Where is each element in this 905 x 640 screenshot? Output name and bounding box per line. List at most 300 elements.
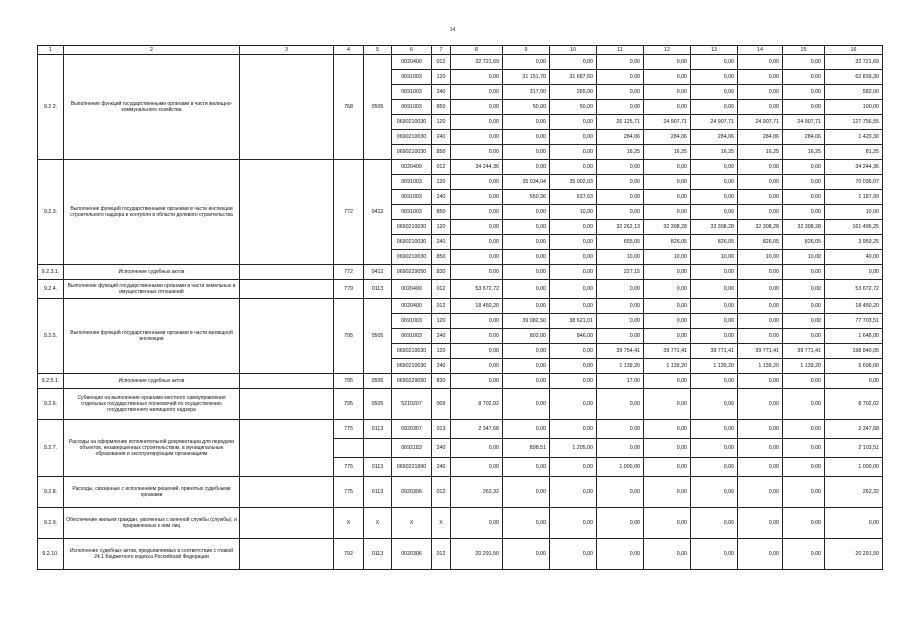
amount-cell: 32 308,28	[644, 220, 691, 235]
amount-cell: 1 205,00	[550, 439, 597, 458]
expense-type-code: 240	[432, 329, 451, 344]
department-code: 775	[334, 477, 364, 508]
amount-cell: 0,00	[644, 280, 691, 299]
department-code: 772	[334, 160, 364, 265]
amount-cell: 0,00	[644, 420, 691, 439]
amount-cell: 3 959,25	[825, 235, 883, 250]
department-code: 792	[334, 539, 364, 570]
amount-cell: 0,00	[644, 374, 691, 389]
col3-cell	[240, 374, 334, 389]
amount-cell: 0,00	[738, 314, 783, 329]
amount-cell: 0,00	[738, 85, 783, 100]
amount-cell: 20 291,50	[451, 539, 503, 570]
col3-cell	[240, 477, 334, 508]
col3-cell	[240, 55, 334, 160]
col3-cell	[240, 160, 334, 265]
amount-cell: 0,00	[783, 299, 825, 314]
amount-cell: 0,00	[783, 205, 825, 220]
target-article-code: 0691003	[392, 70, 432, 85]
amount-cell: 0,00	[644, 175, 691, 190]
item-number: 9.2.6.	[38, 389, 64, 420]
amount-cell: 0,00	[597, 160, 644, 175]
amount-cell: 0,00	[597, 190, 644, 205]
amount-cell: 0,00	[503, 220, 550, 235]
amount-cell: 0,00	[644, 85, 691, 100]
section-code	[364, 439, 392, 458]
amount-cell: 227,15	[597, 265, 644, 280]
amount-cell: 0,00	[691, 477, 738, 508]
amount-cell: 0,00	[644, 508, 691, 539]
target-article-code: 0690221890	[392, 458, 432, 477]
amount-cell: 17,00	[597, 374, 644, 389]
expense-type-code: 240	[432, 190, 451, 205]
amount-cell: 0,00	[644, 100, 691, 115]
amount-cell: 0,00	[691, 85, 738, 100]
amount-cell: 0,00	[503, 280, 550, 299]
amount-cell: 32 308,28	[691, 220, 738, 235]
amount-cell: 0,00	[738, 458, 783, 477]
amount-cell: 161 495,25	[825, 220, 883, 235]
amount-cell: 317,00	[503, 85, 550, 100]
header-cell: 8	[451, 46, 503, 55]
amount-cell: 0,00	[738, 389, 783, 420]
amount-cell: 0,00	[451, 458, 503, 477]
department-code: 775	[334, 420, 364, 439]
item-number: 9.2.5.1.	[38, 374, 64, 389]
item-number: 9.2.5.	[38, 299, 64, 374]
amount-cell: 50,00	[550, 100, 597, 115]
amount-cell: 18 450,20	[451, 299, 503, 314]
col3-cell	[240, 508, 334, 539]
amount-cell: 0,00	[783, 329, 825, 344]
amount-cell: 70 036,07	[825, 175, 883, 190]
amount-cell: 0,00	[550, 344, 597, 359]
amount-cell: 0,00	[503, 389, 550, 420]
amount-cell: 550,36	[503, 190, 550, 205]
amount-cell: 0,00	[691, 190, 738, 205]
target-article-code: 0690210030	[392, 220, 432, 235]
target-article-code: 0690210030	[392, 130, 432, 145]
amount-cell: 2 347,68	[825, 420, 883, 439]
amount-cell: 0,00	[783, 100, 825, 115]
amount-cell: 0,00	[783, 175, 825, 190]
header-cell: 4	[334, 46, 364, 55]
amount-cell: 0,00	[783, 508, 825, 539]
table-row	[38, 539, 883, 570]
section-code: 0113	[364, 539, 392, 570]
amount-cell: 284,06	[783, 130, 825, 145]
expense-type-code: 830	[432, 265, 451, 280]
amount-cell: 0,00	[783, 477, 825, 508]
amount-cell: 32 262,13	[597, 220, 644, 235]
expense-type-code: 012	[432, 299, 451, 314]
amount-cell: 62 839,30	[825, 70, 883, 85]
amount-cell: 0,00	[691, 299, 738, 314]
amount-cell: 284,06	[691, 130, 738, 145]
header-cell: 13	[691, 46, 738, 55]
amount-cell: 0,00	[691, 265, 738, 280]
amount-cell: 0,00	[783, 70, 825, 85]
amount-cell: 0,00	[597, 539, 644, 570]
amount-cell: 2 347,68	[451, 420, 503, 439]
item-number: 9.2.2.	[38, 55, 64, 160]
expense-type-code: 830	[432, 374, 451, 389]
amount-cell: 0,00	[503, 420, 550, 439]
target-article-code: 0690210030	[392, 344, 432, 359]
header-cell: 14	[738, 46, 783, 55]
amount-cell: 0,00	[550, 359, 597, 374]
col3-cell	[240, 280, 334, 299]
amount-cell: 5 696,00	[825, 359, 883, 374]
section-code: 0505	[364, 389, 392, 420]
amount-cell: 0,00	[783, 314, 825, 329]
amount-cell: 0,00	[644, 539, 691, 570]
amount-cell: 0,00	[550, 299, 597, 314]
header-row	[38, 46, 883, 55]
amount-cell: 1 187,99	[825, 190, 883, 205]
amount-cell: 0,00	[451, 205, 503, 220]
amount-cell: 0,00	[644, 314, 691, 329]
amount-cell: 0,00	[451, 374, 503, 389]
amount-cell: 39 771,41	[644, 344, 691, 359]
expense-type-code: 120	[432, 175, 451, 190]
amount-cell: 0,00	[503, 344, 550, 359]
expense-type-code: 850	[432, 250, 451, 265]
amount-cell: 0,00	[825, 508, 883, 539]
target-article-code: 0692183	[392, 439, 432, 458]
amount-cell: 0,00	[825, 374, 883, 389]
header-cell: 5	[364, 46, 392, 55]
amount-cell: 0,00	[783, 280, 825, 299]
amount-cell: 0,00	[783, 190, 825, 205]
department-code: 795	[334, 299, 364, 374]
amount-cell: 0,00	[783, 458, 825, 477]
amount-cell: 0,00	[738, 477, 783, 508]
amount-cell: 0,00	[550, 458, 597, 477]
amount-cell: 0,00	[691, 175, 738, 190]
target-article-code: 0690210030	[392, 145, 432, 160]
amount-cell: 100,00	[825, 100, 883, 115]
target-article-code: 0691003	[392, 314, 432, 329]
expense-type-code: 240	[432, 130, 451, 145]
item-name: Выполнение функций государственными органами в части инспекции строительного надзора и контроля в области долевого строительства	[64, 160, 240, 265]
amount-cell: 802,00	[503, 329, 550, 344]
table-row	[38, 508, 883, 539]
amount-cell: 1 139,20	[644, 359, 691, 374]
amount-cell: 0,00	[451, 220, 503, 235]
amount-cell: 16,25	[783, 145, 825, 160]
amount-cell: 18 450,20	[825, 299, 883, 314]
item-number: 9.2.3.	[38, 160, 64, 265]
amount-cell: 0,00	[503, 458, 550, 477]
amount-cell: 262,32	[825, 477, 883, 508]
amount-cell: 10,00	[644, 250, 691, 265]
amount-cell: 262,32	[451, 477, 503, 508]
amount-cell: 0,00	[691, 508, 738, 539]
expense-type-code: 120	[432, 344, 451, 359]
amount-cell: 0,00	[597, 175, 644, 190]
amount-cell: 0,00	[597, 477, 644, 508]
amount-cell: 0,00	[597, 329, 644, 344]
amount-cell: 0,00	[691, 539, 738, 570]
target-article-code: 0690210030	[392, 359, 432, 374]
amount-cell: 0,00	[550, 250, 597, 265]
amount-cell: 0,00	[550, 130, 597, 145]
target-article-code: 0691003	[392, 190, 432, 205]
expense-type-code: 240	[432, 85, 451, 100]
amount-cell: 0,00	[451, 175, 503, 190]
amount-cell: 0,00	[738, 539, 783, 570]
amount-cell: 826,05	[738, 235, 783, 250]
amount-cell: 0,00	[451, 115, 503, 130]
amount-cell: 0,00	[783, 85, 825, 100]
section-code: X	[364, 508, 392, 539]
amount-cell: 0,00	[503, 374, 550, 389]
amount-cell: 0,00	[644, 439, 691, 458]
amount-cell: 0,00	[503, 235, 550, 250]
target-article-code: X	[392, 508, 432, 539]
section-code: 0113	[364, 280, 392, 299]
expense-type-code: 012	[432, 280, 451, 299]
amount-cell: 0,00	[691, 420, 738, 439]
header-cell: 6	[392, 46, 432, 55]
amount-cell: 35 034,04	[503, 175, 550, 190]
amount-cell: 24 907,71	[783, 115, 825, 130]
amount-cell: 32 721,69	[451, 55, 503, 70]
header-cell: 12	[644, 46, 691, 55]
amount-cell: 1 139,20	[597, 359, 644, 374]
amount-cell: 0,00	[691, 160, 738, 175]
amount-cell: 35 002,03	[550, 175, 597, 190]
amount-cell: 53 672,72	[825, 280, 883, 299]
amount-cell: 0,00	[691, 55, 738, 70]
target-article-code: 0690210030	[392, 235, 432, 250]
amount-cell: 826,05	[691, 235, 738, 250]
amount-cell: 0,00	[597, 299, 644, 314]
amount-cell: 0,00	[550, 220, 597, 235]
item-name: Исполнение судебных актов, предъявляемых в соответствии с главой 24.1 Бюджетного кодекса Российской Федерации	[64, 539, 240, 570]
amount-cell: 284,06	[597, 130, 644, 145]
col3-cell	[240, 420, 334, 477]
item-name: Исполнение судебных актов	[64, 265, 240, 280]
amount-cell: 0,00	[597, 205, 644, 220]
section-code: 0505	[364, 299, 392, 374]
amount-cell: 24 907,71	[644, 115, 691, 130]
table-row	[38, 389, 883, 420]
amount-cell: 0,00	[597, 70, 644, 85]
table-row	[38, 477, 883, 508]
amount-cell: 24 907,71	[691, 115, 738, 130]
amount-cell: 8 702,02	[825, 389, 883, 420]
amount-cell: 0,00	[503, 205, 550, 220]
amount-cell: 0,00	[644, 329, 691, 344]
amount-cell: 32 721,69	[825, 55, 883, 70]
budget-table	[37, 45, 883, 570]
amount-cell: 0,00	[738, 160, 783, 175]
expense-type-code: 120	[432, 70, 451, 85]
amount-cell: 0,00	[550, 235, 597, 250]
amount-cell: 127 756,55	[825, 115, 883, 130]
amount-cell: 0,00	[691, 439, 738, 458]
amount-cell: 0,00	[691, 100, 738, 115]
expense-type-code: 240	[432, 235, 451, 250]
amount-cell: 0,00	[451, 508, 503, 539]
item-name: Исполнение судебных актов	[64, 374, 240, 389]
amount-cell: 826,05	[783, 235, 825, 250]
header-cell: 10	[550, 46, 597, 55]
amount-cell: 0,00	[503, 508, 550, 539]
department-code: 768	[334, 55, 364, 160]
col3-cell	[240, 389, 334, 420]
amount-cell: 0,00	[451, 100, 503, 115]
amount-cell: 0,00	[738, 190, 783, 205]
amount-cell: 0,00	[738, 55, 783, 70]
amount-cell: 0,00	[691, 374, 738, 389]
amount-cell: 31 151,70	[503, 70, 550, 85]
amount-cell: 284,06	[644, 130, 691, 145]
amount-cell: 0,00	[451, 265, 503, 280]
amount-cell: 846,00	[550, 329, 597, 344]
department-code: X	[334, 508, 364, 539]
amount-cell: 0,00	[503, 130, 550, 145]
table-row	[38, 280, 883, 299]
amount-cell: 10,00	[825, 205, 883, 220]
page-number: 14	[449, 27, 456, 33]
section-code: 0412	[364, 265, 392, 280]
amount-cell: 10,00	[691, 250, 738, 265]
header-cell: 16	[825, 46, 883, 55]
amount-cell: 0,00	[783, 374, 825, 389]
amount-cell: 8 702,02	[451, 389, 503, 420]
item-name: Выполнение функций государственными органами в части жилищной инспекции	[64, 299, 240, 374]
amount-cell: 0,00	[691, 458, 738, 477]
expense-type-code: 240	[432, 359, 451, 374]
section-code: 0113	[364, 420, 392, 439]
amount-cell: 0,00	[597, 389, 644, 420]
amount-cell: 0,00	[738, 70, 783, 85]
target-article-code: 0020400	[392, 160, 432, 175]
amount-cell: 0,00	[597, 280, 644, 299]
header-cell: 11	[597, 46, 644, 55]
target-article-code: 0690210030	[392, 250, 432, 265]
amount-cell: 40,00	[825, 250, 883, 265]
section-code: 0113	[364, 477, 392, 508]
amount-cell: 81,25	[825, 145, 883, 160]
amount-cell: 0,00	[550, 477, 597, 508]
amount-cell: 0,00	[451, 359, 503, 374]
amount-cell: 39 082,50	[503, 314, 550, 329]
amount-cell: 53 672,72	[451, 280, 503, 299]
amount-cell: 0,00	[738, 439, 783, 458]
item-number: 9.2.3.1.	[38, 265, 64, 280]
amount-cell: 0,00	[451, 85, 503, 100]
department-code: 795	[334, 374, 364, 389]
expense-type-code: 240	[432, 458, 451, 477]
amount-cell: 198 840,05	[825, 344, 883, 359]
amount-cell: 0,00	[644, 477, 691, 508]
expense-type-code: 009	[432, 389, 451, 420]
amount-cell: 0,00	[597, 420, 644, 439]
amount-cell: 0,00	[550, 55, 597, 70]
amount-cell: 0,00	[597, 314, 644, 329]
amount-cell: 0,00	[738, 374, 783, 389]
amount-cell: 16,25	[644, 145, 691, 160]
expense-type-code: 012	[432, 477, 451, 508]
expense-type-code: X	[432, 508, 451, 539]
expense-type-code: 120	[432, 314, 451, 329]
amount-cell: 50,00	[503, 100, 550, 115]
amount-cell: 0,00	[783, 539, 825, 570]
department-code: 779	[334, 280, 364, 299]
amount-cell: 24 907,71	[738, 115, 783, 130]
amount-cell: 0,00	[691, 389, 738, 420]
item-name: Выполнение функций государственными органами в части жилищно-коммунального хозяйства	[64, 55, 240, 160]
amount-cell: 0,00	[597, 85, 644, 100]
amount-cell: 582,00	[825, 85, 883, 100]
col3-cell	[240, 299, 334, 374]
table-row	[38, 265, 883, 280]
header-cell: 15	[783, 46, 825, 55]
header-cell: 3	[240, 46, 334, 55]
amount-cell: 0,00	[503, 359, 550, 374]
amount-cell: 0,00	[738, 175, 783, 190]
amount-cell: 0,00	[597, 55, 644, 70]
table-row	[38, 420, 883, 439]
amount-cell: 0,00	[451, 329, 503, 344]
amount-cell: 0,00	[691, 205, 738, 220]
amount-cell: 0,00	[451, 190, 503, 205]
header-cell: 2	[64, 46, 240, 55]
amount-cell: 0,00	[550, 539, 597, 570]
amount-cell: 34 244,36	[825, 160, 883, 175]
amount-cell: 0,00	[503, 160, 550, 175]
amount-cell: 10,00	[738, 250, 783, 265]
amount-cell: 39 771,41	[738, 344, 783, 359]
amount-cell: 0,00	[451, 314, 503, 329]
amount-cell: 0,00	[550, 420, 597, 439]
expense-type-code: 120	[432, 220, 451, 235]
item-number: 9.2.10.	[38, 539, 64, 570]
table-row	[38, 55, 883, 70]
item-number: 9.2.7.	[38, 420, 64, 477]
amount-cell: 0,00	[738, 508, 783, 539]
amount-cell: 1 420,30	[825, 130, 883, 145]
item-name: Расходы, связанные с исполнением решений, принятых судебными органами	[64, 477, 240, 508]
item-name: Обеспечение жильем граждан, уволенных с военной службы (службы), и приравненных к ним лиц	[64, 508, 240, 539]
amount-cell: 0,00	[644, 190, 691, 205]
amount-cell: 0,00	[644, 70, 691, 85]
target-article-code: 0691003	[392, 85, 432, 100]
amount-cell: 0,00	[825, 265, 883, 280]
amount-cell: 0,00	[597, 508, 644, 539]
amount-cell: 10,00	[550, 205, 597, 220]
amount-cell: 0,00	[691, 70, 738, 85]
amount-cell: 39 771,41	[783, 344, 825, 359]
expense-type-code: 850	[432, 145, 451, 160]
amount-cell: 77 703,51	[825, 314, 883, 329]
item-name: Субвенции на выполнение органами местного самоуправления отдельных государственных полномочий по осуществлению государственного жилищного надзора	[64, 389, 240, 420]
target-article-code: 0920307	[392, 420, 432, 439]
amount-cell: 0,00	[550, 508, 597, 539]
amount-cell: 0,00	[451, 344, 503, 359]
table-row	[38, 299, 883, 314]
amount-cell: 0,00	[503, 265, 550, 280]
amount-cell: 0,00	[644, 55, 691, 70]
header-cell: 9	[503, 46, 550, 55]
amount-cell: 0,00	[644, 160, 691, 175]
amount-cell: 0,00	[738, 100, 783, 115]
item-number: 9.2.9.	[38, 508, 64, 539]
